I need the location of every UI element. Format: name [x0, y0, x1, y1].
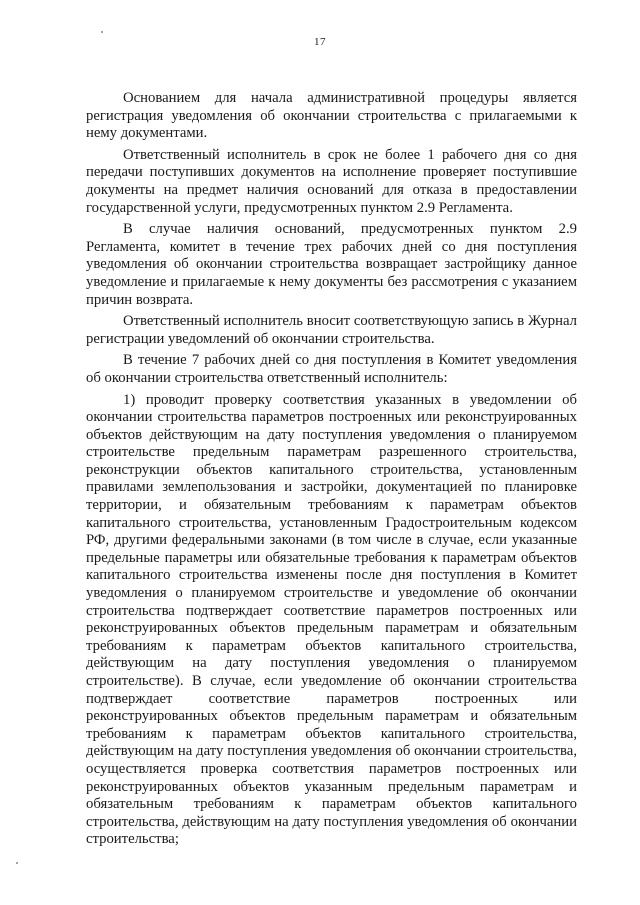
document-body	[86, 90, 577, 853]
paragraph-journal-entry: Ответственный исполнитель вносит соответствующую запись в Журнал регистрации уведомлений об окончании строительства.	[86, 313, 577, 347]
paragraph-document-check: Ответственный исполнитель в срок не более 1 рабочего дня со дня передачи поступивших документов на исполнение проверяет поступившие документы на предмет наличия оснований для отказа в предоставлении государственной услуги, предусмотренных пунктом 2.9 Регламента.	[86, 146, 577, 216]
scan-speck	[16, 862, 18, 864]
scan-speck	[101, 31, 103, 33]
page-number: 17	[314, 36, 326, 48]
paragraph-procedure-basis: Основанием для начала административной процедуры является регистрация уведомления об окончании строительства с прилагаемыми к нему документами.	[86, 90, 577, 142]
paragraph-return-notice: В случае наличия оснований, предусмотренных пунктом 2.9 Регламента, комитет в течение трех рабочих дней со дня поступления уведомления об окончании строительства возвращает застройщику данное уведомление и прилагаемые к нему документы без рассмотрения с указанием причин возврата.	[86, 221, 577, 308]
paragraph-item-1-verification: 1) проводит проверку соответствия указанных в уведомлении об окончании строительства параметров построенных или реконструированных объектов действующим на дату поступления уведомления о планируемом строительстве предельным параметрам разрешенного строительства, реконструкции объектов капитального строительства, установленным правилами землепользования и застройки, документацией по планировке территории, и обязательным требованиям к параметрам объектов капитального строительства, установленным Градостроительным кодексом РФ, другими федеральными законами (в том числе в случае, если указанные предельные параметры или обязательные требования к параметрам объектов капитального строительства изменены после дня поступления в Комитет уведомления о планируемом строительстве и уведомление об окончании строительства подтверждает соответствие параметров построенных или реконструированных объектов предельным параметрам и обязательным требованиям к параметрам объектов капитального строительства, действующим на дату поступления уведомления о планируемом строительстве). В случае, если уведомление об окончании строительства подтверждает соответствие параметров построенных или реконструированных объектов предельным параметрам и обязательным требованиям к параметрам объектов капитального строительства, действующим на дату поступления уведомления об окончании строительства, осуществляется проверка соответствия параметров построенных или реконструированных объектов указанным предельным параметрам и обязательным требованиям к параметрам объектов капитального строительства, действующим на дату поступления уведомления об окончании строительства;	[86, 391, 577, 848]
paragraph-seven-days: В течение 7 рабочих дней со дня поступления в Комитет уведомления об окончании строительства ответственный исполнитель:	[86, 352, 577, 386]
